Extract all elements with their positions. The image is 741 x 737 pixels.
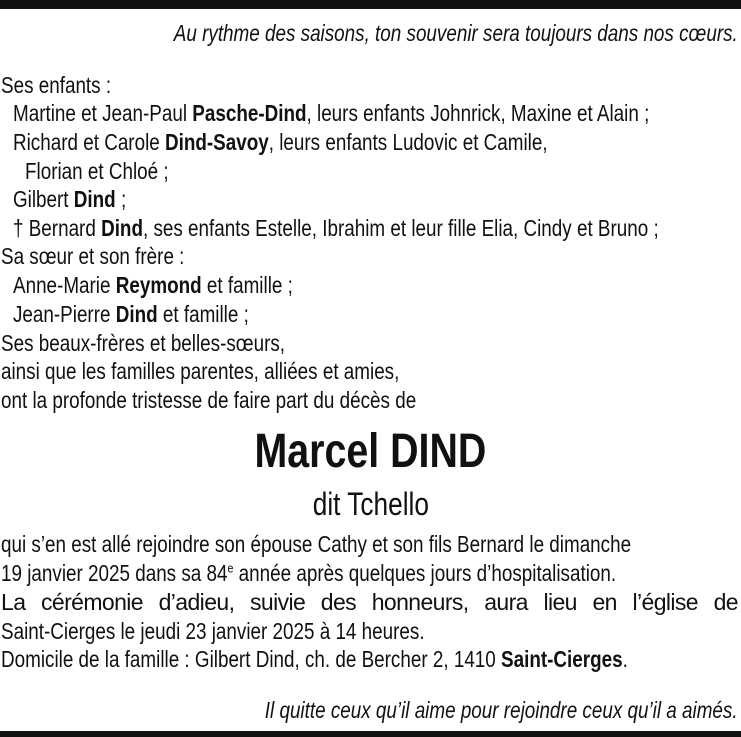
families-line: ainsi que les familles parentes, alliées et amies, (1, 358, 400, 384)
sibling-entry-reymond: Anne-Marie Reymond et famille ; (13, 272, 293, 298)
header-quote: Au rythme des saisons, ton souvenir sera toujours dans nos cœurs. (174, 20, 738, 46)
ceremony-line-1: La cérémonie d’adieu, suivie des honneurs, aura lieu en l’église de (1, 589, 738, 615)
body-line-1: qui s’en est allé rejoindre son épouse Cathy et son fils Bernard le dimanche (1, 531, 632, 557)
deceased-alias: dit Tchello (312, 486, 429, 522)
child-entry-continuation: Florian et Chloé ; (25, 158, 169, 184)
children-heading: Ses enfants : (1, 72, 112, 98)
domicile-line: Domicile de la famille : Gilbert Dind, ch. de Bercher 2, 1410 Saint-Cierges. (1, 646, 628, 672)
top-border-rule (0, 0, 741, 9)
announcement-line: ont la profonde tristesse de faire part du décès de (1, 387, 417, 413)
siblings-heading: Sa sœur et son frère : (1, 243, 185, 269)
child-entry-bernard: † Bernard Dind, ses enfants Estelle, Ibrahim et leur fille Elia, Cindy et Bruno ; (13, 215, 659, 241)
child-entry-dind-savoy: Richard et Carole Dind-Savoy, leurs enfants Ludovic et Camile, (13, 129, 548, 155)
child-entry-pasche-dind: Martine et Jean-Paul Pasche-Dind, leurs enfants Johnrick, Maxine et Alain ; (13, 100, 650, 126)
sibling-entry-jean-pierre: Jean-Pierre Dind et famille ; (13, 301, 249, 327)
body-line-2: 19 janvier 2025 dans sa 84e année après quelques jours d’hospitalisation. (1, 560, 617, 586)
footer-quote: Il quitte ceux qu’il aime pour rejoindre ceux qu’il a aimés. (265, 697, 738, 723)
child-entry-gilbert: Gilbert Dind ; (13, 186, 127, 212)
in-laws-line: Ses beaux-frères et belles-sœurs, (1, 330, 286, 356)
ceremony-line-2: Saint-Cierges le jeudi 23 janvier 2025 à 14 heures. (1, 618, 425, 644)
bottom-border-rule (0, 731, 741, 737)
deceased-name: Marcel DIND (254, 425, 487, 478)
